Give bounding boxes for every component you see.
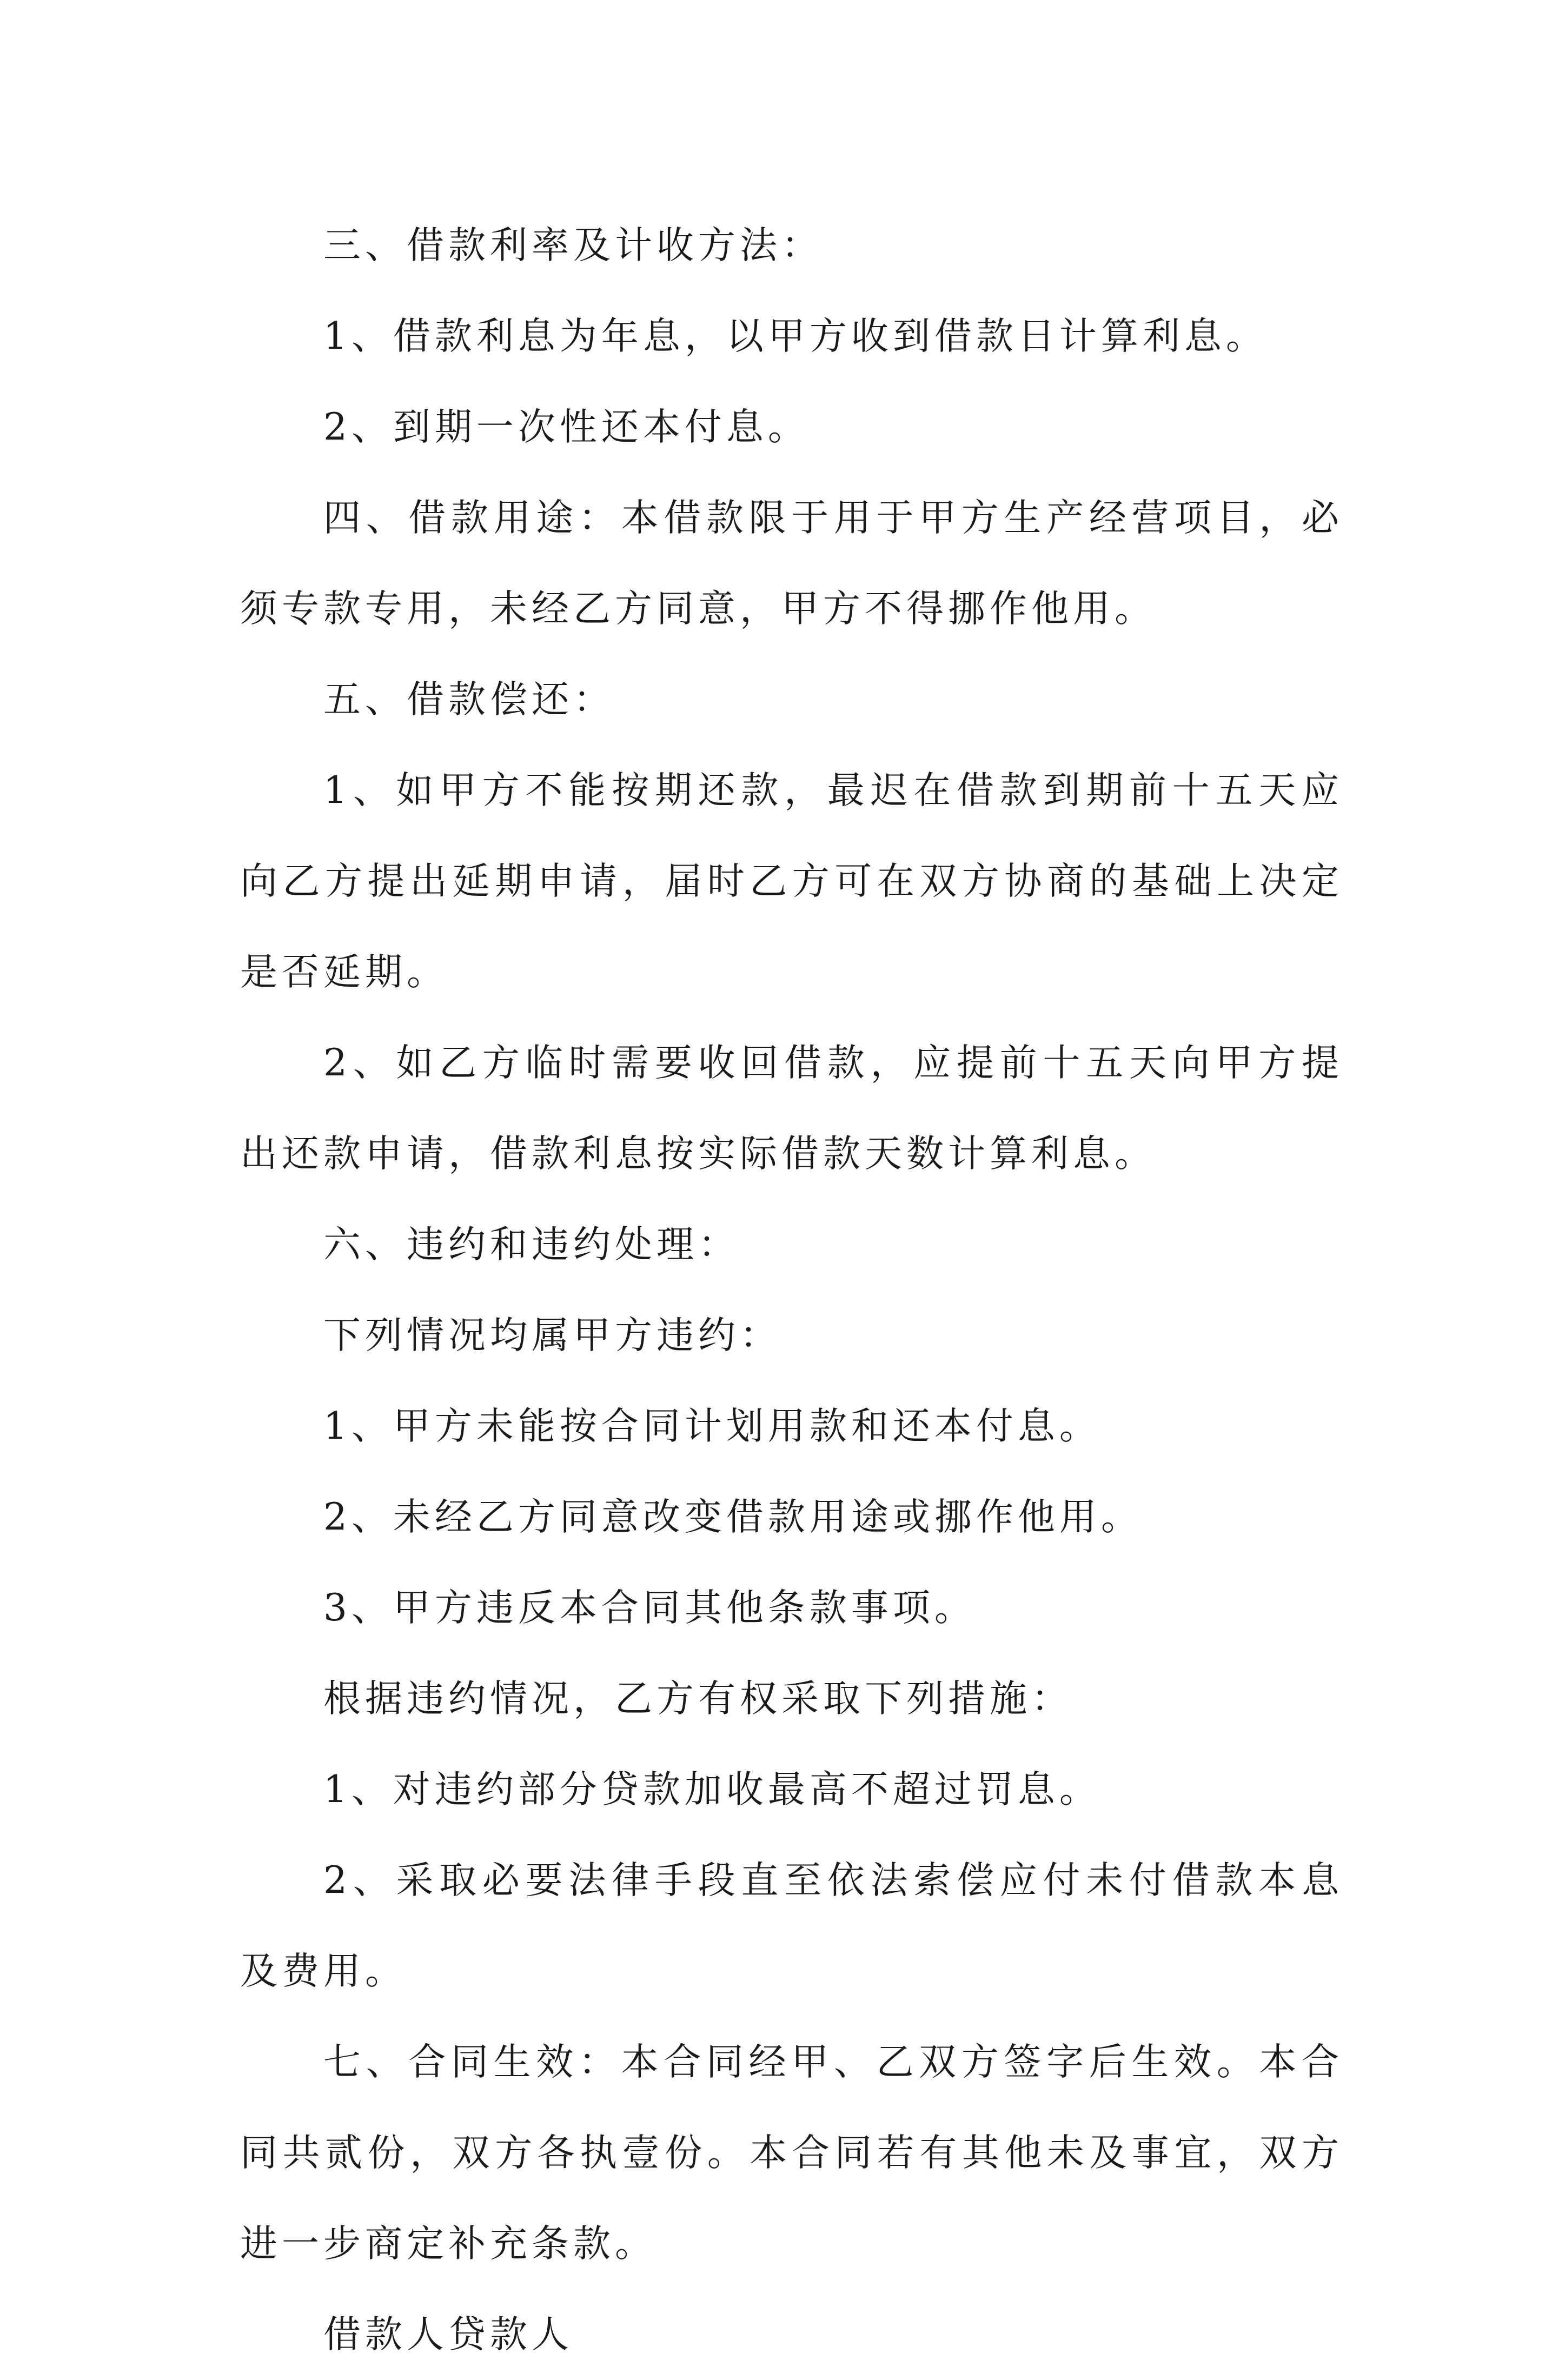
remedy-1: 1、对违约部分贷款加收最高不超过罚息。 <box>323 1768 1101 1811</box>
remedy-2: 2、采取必要法律手段直至依法索偿应付未付借款本息及费用。 <box>240 1859 1343 1993</box>
breach-cases-intro: 下列情况均属甲方违约： <box>323 1314 781 1357</box>
section-5-item-2: 2、如乙方临时需要收回借款，应提前十五天向甲方提出还款申请，借款利息按实际借款天数计算利息。 <box>240 1041 1343 1175</box>
document-body <box>240 200 1343 2380</box>
section-3-heading: 三、借款利率及计收方法： <box>323 224 823 267</box>
section-5-item-1: 1、如甲方不能按期还款，最迟在借款到期前十五天应向乙方提出延期申请，届时乙方可在双方协商的基础上决定是否延期。 <box>240 769 1343 994</box>
section-3-item-1: 1、借款利息为年息，以甲方收到借款日计算利息。 <box>323 315 1268 358</box>
breach-case-3: 3、甲方违反本合同其他条款事项。 <box>323 1586 976 1630</box>
signature-line: 借款人贷款人 <box>323 2313 573 2356</box>
breach-case-2: 2、未经乙方同意改变借款用途或挪作他用。 <box>323 1495 1143 1539</box>
section-4-paragraph: 四、借款用途：本借款限于用于甲方生产经营项目，必须专款专用，未经乙方同意，甲方不得挪作他用。 <box>240 496 1343 630</box>
section-5-heading: 五、借款偿还： <box>323 678 615 721</box>
remedies-intro: 根据违约情况，乙方有权采取下列措施： <box>323 1677 1073 1720</box>
breach-case-1: 1、甲方未能按合同计划用款和还本付息。 <box>323 1405 1101 1448</box>
section-7-paragraph: 七、合同生效：本合同经甲、乙双方签字后生效。本合同共贰份，双方各执壹份。本合同若有其他未及事宜，双方进一步商定补充条款。 <box>240 2040 1343 2265</box>
section-6-heading: 六、违约和违约处理： <box>323 1223 740 1266</box>
section-3-item-2: 2、到期一次性还本付息。 <box>323 405 810 449</box>
